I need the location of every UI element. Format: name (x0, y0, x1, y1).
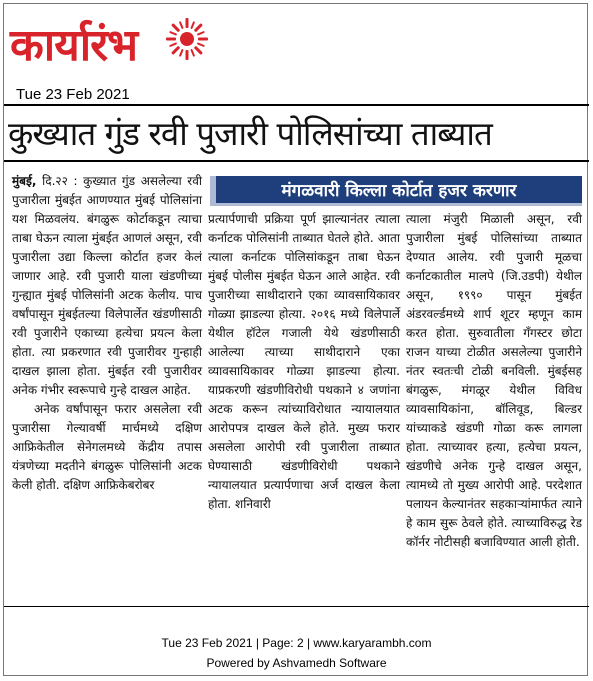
masthead-logo (4, 14, 204, 80)
article-column-1 (12, 172, 202, 602)
lead-text: दि.२२ : कुख्यात गुंड असलेल्या रवी पुजारीला मुंबईत आणण्यात मुंबई पोलिसांना यश मिळवलंय. बंगळुरू कोर्टाकडून त्याचा ताबा घेऊन त्याला मुंबईत आणलं असून, रवी पुजारीला उद्या किल्ला कोर्टात हजर केलं जाणार आहे. रवी पुजारी याला खंडणीच्या गुन्ह्यात मुंबई पोलिसांनी अटक केलीय. पाच वर्षांपासून मुंबईतल्या विलेपार्लेत खंडणीसाठी रवी पुजारीने एकाच्या हत्येचा प्रयत्न केला होता. त्या प्रकरणात रवी पुजारीवर गुन्हाही दाखल झाला होता. मुंबईत रवी पुजारीवर अनेक गंभीर स्वरूपाचे गुन्हे दाखल आहेत. (12, 174, 202, 397)
footer-credit: Powered by Ashvamedh Software (206, 656, 387, 670)
logo-text: कार्यारंभ (10, 20, 138, 71)
sun-emblem-icon (164, 16, 210, 62)
headline: कुख्यात गुंड रवी पुजारी पोलिसांच्या ताब्यात (8, 114, 492, 153)
article-column-3 (406, 210, 582, 602)
top-rule (4, 104, 589, 106)
headline-rule (4, 160, 589, 162)
article-column-2 (208, 210, 400, 602)
article-paragraph: त्याला मंजुरी मिळाली असून, रवी पुजारीला मुंबई पोलिसांच्या ताब्यात देण्यात आलेय. रवी पुजारी मूळचा कर्नाटकातील मालपे (जि.उडपी) येथील असून, १९९० पासून मुंबईत अंडरवर्ल्डमध्ये शार्प शूटर म्हणून काम करत होता. सुरुवातीला गँगस्टर छोटा राजन याच्या टोळीत असलेल्या पुजारीने नंतर स्वतःची टोळी बनविली. मुंबईसह बंगळुरू, मंगळूर येथील विविध व्यावसायिकांना, बॉलिवूड, बिल्डर यांच्याकडे खंडणी गोळा करू लागला होता. त्याच्यावर हत्या, हत्येचा प्रयत्न, खंडणीचे अनेक गुन्हे दाखल असून, त्यामध्ये तो मुख्य आरोपी आहे. परदेशात पलायन केल्यानंतर सहकाऱ्यांमार्फत त्याने हे काम सुरू ठेवले होते. त्याच्याविरुद्ध रेड कॉर्नर नोटीसही बजाविण्यात आली होती. (406, 212, 582, 549)
subheadline-banner: मंगळवारी किल्ला कोर्टात हजर करणार (210, 176, 582, 206)
footer-rule (4, 606, 589, 607)
article-paragraph (12, 172, 202, 400)
dateline: मुंबई, (12, 174, 37, 188)
footer-page-info: Tue 23 Feb 2021 | Page: 2 | www.karyarambh.com (161, 636, 432, 650)
issue-date: Tue 23 Feb 2021 (16, 86, 130, 103)
article-paragraph: प्रत्यार्पणाची प्रक्रिया पूर्ण झाल्यानंतर त्याला कर्नाटक पोलिसांनी ताब्यात घेतले होते. आता त्याला कर्नाटक पोलिसांकडून ताबा घेऊन मुंबई पोलीस मुंबईत घेऊन आले आहेत. रवी पुजारीच्या साथीदाराने एका व्यावसायिकावर गोळ्या झाडल्या होत्या. २०१६ मध्ये विलेपार्ले येथील हॉटेल गजाली येथे खंडणीसाठी आलेल्या त्याच्या साथीदाराने एका व्यावसायिकावर गोळ्या झाडल्या होत्या. याप्रकरणी खंडणीविरोधी पथकाने ४ जणांना अटक करून त्यांच्याविरोधात न्यायालयात आरोपपत्र दाखल केले होते. मुख्य फरार असलेला आरोपी रवी पुजारीला ताब्यात घेण्यासाठी खंडणीविरोधी पथकाने न्यायालयात प्रत्यार्पणाचा अर्ज दाखल केला होता. शनिवारी (208, 212, 400, 511)
article-paragraph: अनेक वर्षांपासून फरार असलेला रवी पुजारीसा गेल्यावर्षी मार्चमध्ये दक्षिण आफ्रिकेतील सेनेगलमध्ये केंद्रीय तपास यंत्रणेच्या मदतीने बंगळुरू पोलिसांनी अटक केली होती. दक्षिण आफ्रिकेबरोबर (12, 402, 202, 492)
